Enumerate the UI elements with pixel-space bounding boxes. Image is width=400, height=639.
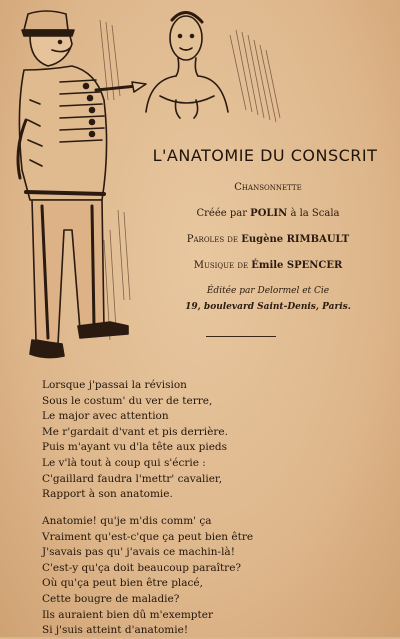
composer-name: Émile SPENCER <box>251 260 343 271</box>
conscript-figure <box>146 12 228 118</box>
lyrics-prefix: Paroles de <box>186 234 239 245</box>
verse-line: Sous le costum' du ver de terre, <box>42 394 213 407</box>
verse-line: Anatomie! qu'je m'dis comm' ça <box>42 515 212 527</box>
verse-line: Rapport à son anatomie. <box>42 488 173 501</box>
verse-line: Le major avec attention <box>42 410 169 423</box>
song-title: L'ANATOMIE DU CONSCRIT <box>152 146 378 165</box>
verse-line: Le v'là tout à coup qui s'écrie : <box>42 456 206 469</box>
verse-line: Où qu'ça peut bien être placé, <box>42 577 203 590</box>
verse-line: Cette bougre de maladie? <box>42 592 180 605</box>
performer-name: POLIN <box>250 208 288 219</box>
created-suffix: à la Scala <box>290 208 340 219</box>
verse-line: Puis m'ayant vu d'la tête aux pieds <box>42 441 228 454</box>
publisher-line: Éditée par Delormel et Cie <box>206 286 330 296</box>
verse-line: Me r'gardait d'vant et pis derrière. <box>42 425 228 438</box>
music-by-line <box>150 260 386 271</box>
verse-line: Si j'suis atteint d'anatomie! <box>42 624 189 637</box>
verse-line: J'savais pas qu' j'avais ce machin-là! <box>42 546 235 559</box>
stanza-2 <box>42 514 362 639</box>
verse-line: C'gaillard faudra l'mettr' cavalier, <box>42 472 223 485</box>
officer-figure <box>18 11 146 358</box>
music-prefix: Musique de <box>193 260 249 271</box>
publisher-address: 19, boulevard Saint-Denis, Paris. <box>185 302 351 312</box>
created-by-line <box>150 208 386 219</box>
verse-line: Vraiment qu'est-c'que ça peut bien être <box>42 530 254 543</box>
verse-line: Lorsque j'passai la révision <box>42 379 187 391</box>
song-genre: Chansonnette <box>234 182 302 193</box>
lyrics-by-line <box>150 234 386 245</box>
divider-rule <box>206 336 276 337</box>
created-prefix: Créée par <box>196 208 247 219</box>
verse-line: Ils auraient bien dû m'exempter <box>42 608 213 621</box>
verse-line: C'est-y qu'ça doit beaucoup paraître? <box>42 561 242 574</box>
stanza-1 <box>42 378 362 503</box>
lyricist-name: Eugène RIMBAULT <box>241 234 350 245</box>
